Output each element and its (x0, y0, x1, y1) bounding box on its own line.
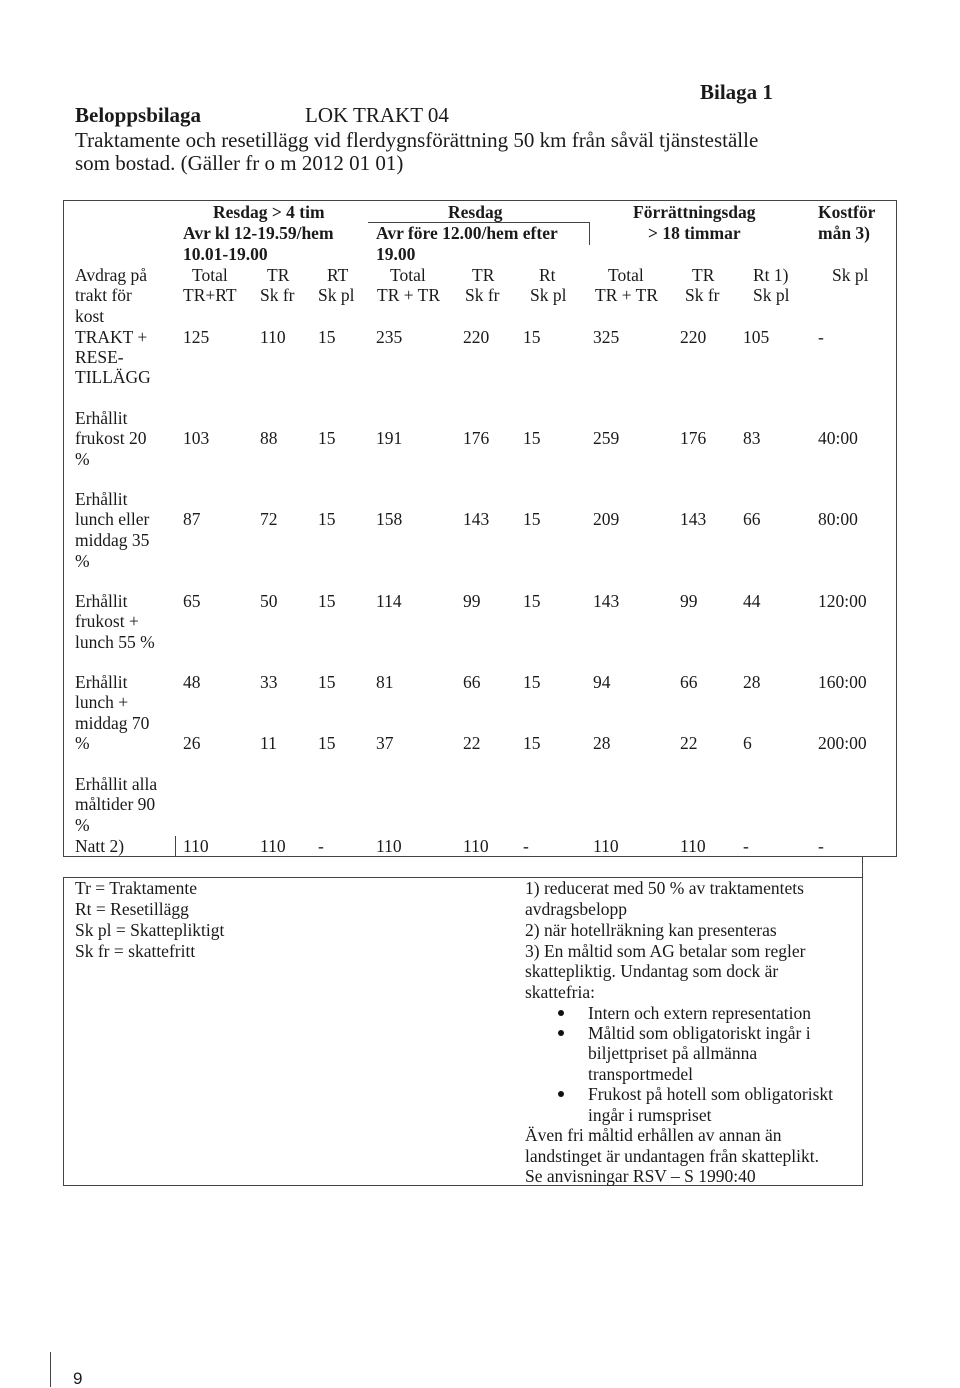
table-cell: 66 (743, 509, 761, 529)
column-header: RT (327, 265, 349, 285)
column-header: TR + TR (377, 285, 441, 305)
group-header: 19.00 (376, 244, 416, 264)
exception-item: Måltid som obligatoriskt ingår i (588, 1023, 811, 1043)
row-label: frukost 20 (75, 428, 147, 448)
column-header: Sk pl (318, 285, 355, 305)
table-cell: 40:00 (818, 428, 858, 448)
table-cell: 22 (680, 733, 698, 753)
table-cell: 110 (463, 836, 489, 856)
page-number: 9 (73, 1369, 83, 1388)
column-header: Rt 1) (753, 265, 789, 285)
column-header: TR (267, 265, 290, 285)
row-label: frukost + (75, 611, 139, 631)
column-header: Sk pl (530, 285, 567, 305)
row-label: lunch + (75, 692, 129, 712)
column-header: TR + TR (595, 285, 659, 305)
row-label-header: kost (75, 306, 105, 326)
abbreviation: Sk fr = skattefritt (75, 941, 196, 961)
table-cell: 110 (680, 836, 706, 856)
abbreviation: Rt = Resetillägg (75, 899, 189, 919)
table-cell: 83 (743, 428, 761, 448)
group-header: 10.01-19.00 (183, 244, 268, 264)
group-header: > 18 timmar (648, 223, 741, 243)
exception-item: biljettpriset på allmänna (588, 1043, 758, 1063)
table-cell: 88 (260, 428, 278, 448)
table-cell: 15 (318, 672, 336, 692)
group-header: Kostför (818, 202, 876, 222)
column-header: Total (608, 265, 644, 285)
table-cell: 220 (463, 327, 490, 347)
table-cell: 81 (376, 672, 394, 692)
column-header: TR+RT (183, 285, 237, 305)
row-label: % (75, 449, 90, 469)
table-cell: 22 (463, 733, 481, 753)
table-cell: 15 (318, 428, 336, 448)
intro-line: som bostad. (Gäller fr o m 2012 01 01) (75, 151, 404, 175)
footnote: skattefria: (525, 982, 595, 1002)
group-header: Resdag > 4 tim (213, 202, 325, 222)
exception-item: Intern och extern representation (588, 1003, 812, 1023)
footnote: 1) reducerat med 50 % av traktamentets (525, 878, 804, 898)
row-label-header: trakt för (75, 285, 132, 305)
column-header: Sk pl (832, 265, 869, 285)
footnote: Även fri måltid erhållen av annan än (525, 1125, 782, 1145)
abbreviation: Tr = Traktamente (75, 878, 198, 898)
column-header: Sk fr (685, 285, 720, 305)
table-cell: 37 (376, 733, 394, 753)
table-cell: 66 (463, 672, 481, 692)
table-cell: 99 (680, 591, 698, 611)
table-cell: 176 (680, 428, 707, 448)
group-header: mån 3) (818, 223, 871, 243)
table-cell: 110 (260, 327, 286, 347)
table-cell: 50 (260, 591, 278, 611)
attachment-label: Bilaga 1 (700, 80, 773, 104)
table-cell: 176 (463, 428, 490, 448)
table-cell: 15 (318, 733, 336, 753)
bullet-icon (558, 1091, 564, 1097)
table-cell: 220 (680, 327, 707, 347)
exception-item: transportmedel (588, 1064, 693, 1084)
row-label: TILLÄGG (75, 367, 151, 387)
table-cell: 110 (183, 836, 209, 856)
table-cell: - (523, 836, 529, 856)
table-cell: 235 (376, 327, 403, 347)
table-cell: 160:00 (818, 672, 867, 692)
footnote: 3) En måltid som AG betalar som regler (525, 941, 806, 961)
column-header: Sk fr (465, 285, 500, 305)
table-cell: 209 (593, 509, 620, 529)
table-cell: 15 (523, 327, 541, 347)
row-label: middag 35 (75, 530, 150, 550)
table-cell: 33 (260, 672, 278, 692)
group-header: Resdag (448, 202, 503, 222)
table-cell: 15 (523, 733, 541, 753)
row-label: Natt 2) (75, 836, 125, 856)
table-cell: 191 (376, 428, 403, 448)
footer-rule (50, 1352, 51, 1387)
table-cell: 125 (183, 327, 210, 347)
row-label-header: Avdrag på (75, 265, 148, 285)
row-label: måltider 90 (75, 794, 156, 814)
group-header: Avr före 12.00/hem efter (376, 223, 558, 243)
table-cell: 65 (183, 591, 201, 611)
row-label: lunch 55 % (75, 632, 155, 652)
table-cell: 28 (743, 672, 761, 692)
footnote: skattepliktig. Undantag som dock är (525, 961, 779, 981)
footnote: 2) när hotellräkning kan presenteras (525, 920, 777, 940)
table-cell: 48 (183, 672, 201, 692)
column-header: Rt (539, 265, 556, 285)
table-cell: - (318, 836, 324, 856)
bullet-icon (558, 1010, 564, 1016)
column-header: Sk fr (260, 285, 295, 305)
document-code: LOK TRAKT 04 (305, 103, 449, 127)
table-cell: 15 (318, 327, 336, 347)
table-cell: 28 (593, 733, 611, 753)
column-header: Total (390, 265, 426, 285)
table-cell: 80:00 (818, 509, 858, 529)
table-cell: 15 (523, 428, 541, 448)
table-cell: 11 (260, 733, 277, 753)
table-cell: 114 (376, 591, 402, 611)
table-cell: 87 (183, 509, 201, 529)
table-cell: 105 (743, 327, 770, 347)
footnote: Se anvisningar RSV – S 1990:40 (525, 1166, 756, 1186)
table-cell: 325 (593, 327, 620, 347)
table-cell: 110 (593, 836, 619, 856)
row-label: % (75, 815, 90, 835)
table-cell: 158 (376, 509, 403, 529)
table-cell: 103 (183, 428, 210, 448)
group-header: Avr kl 12-19.59/hem (183, 223, 334, 243)
table-cell: 99 (463, 591, 481, 611)
row-label: middag 70 (75, 713, 150, 733)
row-label: Erhållit (75, 672, 128, 692)
group-divider (589, 222, 590, 245)
row-label: % (75, 551, 90, 571)
row-label: lunch eller (75, 509, 150, 529)
table-cell: 15 (318, 509, 336, 529)
row-label: Erhållit (75, 591, 128, 611)
row-label: Erhållit (75, 489, 128, 509)
bullet-icon (558, 1030, 564, 1036)
table-cell: 15 (523, 509, 541, 529)
table-cell: 6 (743, 733, 752, 753)
row-label: % (75, 733, 90, 753)
document-title: Beloppsbilaga (75, 103, 202, 127)
intro-line: Traktamente och resetillägg vid flerdygnsförättning 50 km från såväl tjänsteställe (75, 128, 759, 152)
exception-item: ingår i rumspriset (588, 1105, 712, 1125)
table-cell: 44 (743, 591, 761, 611)
row-label: Erhållit (75, 408, 128, 428)
table-cell: - (818, 327, 824, 347)
table-cell: - (743, 836, 749, 856)
column-header: TR (692, 265, 715, 285)
table-cell: 15 (523, 591, 541, 611)
column-header: TR (472, 265, 495, 285)
table-cell: 110 (376, 836, 402, 856)
footnote: landstinget är undantagen från skatteplikt. (525, 1146, 820, 1166)
cell-divider (175, 836, 176, 857)
table-cell: 15 (318, 591, 336, 611)
table-cell: 200:00 (818, 733, 867, 753)
footnote: avdragsbelopp (525, 899, 628, 919)
table-cell: 120:00 (818, 591, 867, 611)
table-cell: 259 (593, 428, 620, 448)
row-label: Erhållit alla (75, 774, 158, 794)
table-cell: 110 (260, 836, 286, 856)
table-cell: 94 (593, 672, 611, 692)
exception-item: Frukost på hotell som obligatoriskt (588, 1084, 833, 1104)
table-cell: 143 (680, 509, 707, 529)
table-cell: 15 (523, 672, 541, 692)
legend-connector (862, 857, 863, 878)
row-label: TRAKT + (75, 327, 148, 347)
table-cell: 26 (183, 733, 201, 753)
abbreviation: Sk pl = Skattepliktigt (75, 920, 225, 940)
table-cell: - (818, 836, 824, 856)
table-cell: 143 (593, 591, 620, 611)
group-header: Förrättningsdag (633, 202, 756, 222)
row-label: RESE- (75, 347, 124, 367)
column-header: Sk pl (753, 285, 790, 305)
column-header: Total (192, 265, 228, 285)
table-cell: 143 (463, 509, 490, 529)
table-cell: 72 (260, 509, 278, 529)
table-cell: 66 (680, 672, 698, 692)
